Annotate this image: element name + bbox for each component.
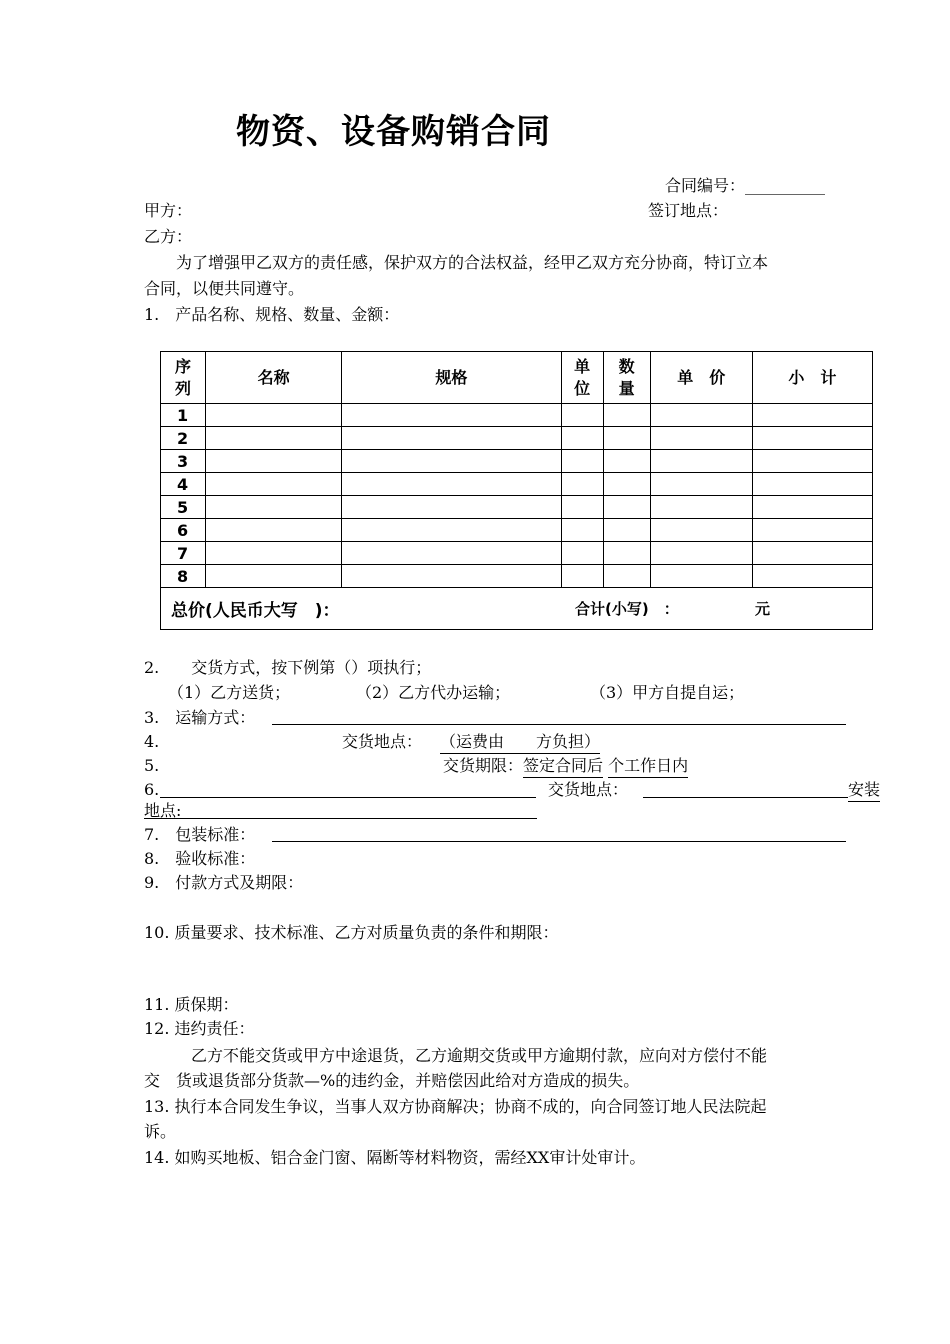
clause-3: 3. 运输方式：	[144, 708, 256, 727]
cell-unit[interactable]	[561, 565, 603, 588]
cell-unit[interactable]	[561, 427, 603, 450]
clause-4	[342, 731, 600, 754]
col-header-quantity: 数 量	[603, 352, 650, 404]
clause-6-blank[interactable]	[160, 797, 536, 798]
table-row	[161, 473, 873, 496]
cell-name[interactable]	[206, 427, 342, 450]
contract-number-blank[interactable]: __________	[745, 176, 826, 195]
cell-name[interactable]	[206, 542, 342, 565]
table-row	[161, 427, 873, 450]
clause-8: 8. 验收标准：	[144, 849, 256, 868]
install-label-a: 安装	[848, 779, 880, 802]
clause-1: 1. 产品名称、规格、数量、金额：	[144, 305, 400, 324]
cell-unit[interactable]	[561, 542, 603, 565]
transport-blank[interactable]	[272, 724, 846, 725]
total-cell	[161, 588, 873, 630]
cell-unit[interactable]	[561, 404, 603, 427]
row-index: 2	[161, 427, 206, 450]
delivery-option-1: （1）乙方送货；	[168, 683, 291, 702]
install-label-b: 地点:	[144, 801, 182, 820]
subtotal-label: 合计(小写) ：	[575, 600, 679, 618]
clause-6-delivery-label: 交货地点：	[548, 780, 629, 799]
cell-name[interactable]	[206, 450, 342, 473]
party-a-label: 甲方：	[144, 201, 193, 220]
document-title: 物资、设备购销合同	[236, 112, 551, 152]
cell-spec[interactable]	[342, 427, 561, 450]
cell-subtotal[interactable]	[752, 450, 872, 473]
deadline-value-1[interactable]: 签定合同后	[523, 755, 603, 778]
table-row	[161, 542, 873, 565]
table-row	[161, 496, 873, 519]
clause-13-line-1: 13. 执行本合同发生争议，当事人双方协商解决；协商不成的，向合同签订地人民法院起	[144, 1097, 767, 1116]
clause-11: 11. 质保期：	[144, 995, 239, 1014]
cell-spec[interactable]	[342, 450, 561, 473]
freight-note[interactable]: （运费由 方负担）	[440, 731, 600, 754]
intro-line-2: 合同，以便共同遵守。	[144, 279, 305, 298]
clause-5-number: 5.	[144, 756, 160, 775]
yuan-label: 元	[755, 600, 771, 618]
cell-quantity[interactable]	[603, 565, 650, 588]
contract-number	[665, 175, 825, 197]
col-header-unit: 单 位	[561, 352, 603, 404]
cell-unit-price[interactable]	[650, 519, 752, 542]
cell-unit-price[interactable]	[650, 542, 752, 565]
cell-quantity[interactable]	[603, 427, 650, 450]
clause-12: 12. 违约责任：	[144, 1019, 255, 1038]
cell-unit[interactable]	[561, 473, 603, 496]
cell-name[interactable]	[206, 496, 342, 519]
clause-9: 9. 付款方式及期限：	[144, 873, 304, 892]
col-header-index: 序 列	[161, 352, 206, 404]
row-index: 4	[161, 473, 206, 496]
product-table	[160, 351, 873, 630]
cell-quantity[interactable]	[603, 542, 650, 565]
clause-6-number: 6.	[144, 780, 160, 799]
row-index: 6	[161, 519, 206, 542]
clause-2: 2. 交货方式，按下例第（）项执行；	[144, 658, 432, 677]
cell-subtotal[interactable]	[752, 473, 872, 496]
cell-name[interactable]	[206, 404, 342, 427]
table-row	[161, 450, 873, 473]
cell-unit-price[interactable]	[650, 427, 752, 450]
cell-subtotal[interactable]	[752, 565, 872, 588]
table-row	[161, 519, 873, 542]
cell-subtotal[interactable]	[752, 404, 872, 427]
cell-name[interactable]	[206, 565, 342, 588]
row-index: 5	[161, 496, 206, 519]
cell-spec[interactable]	[342, 496, 561, 519]
cell-spec[interactable]	[342, 542, 561, 565]
cell-spec[interactable]	[342, 404, 561, 427]
row-index: 7	[161, 542, 206, 565]
breach-line-1: 乙方不能交货或甲方中途退货，乙方逾期交货或甲方逾期付款，应向对方偿付不能	[191, 1046, 768, 1065]
cell-quantity[interactable]	[603, 496, 650, 519]
cell-unit-price[interactable]	[650, 450, 752, 473]
table-header-row	[161, 352, 873, 404]
cell-unit-price[interactable]	[650, 404, 752, 427]
clause-14: 14. 如购买地板、铝合金门窗、隔断等材料物资，需经XX审计处审计。	[144, 1148, 646, 1167]
cell-quantity[interactable]	[603, 473, 650, 496]
clause-6-delivery-blank[interactable]	[643, 797, 848, 798]
cell-name[interactable]	[206, 519, 342, 542]
contract-number-label: 合同编号：	[665, 176, 746, 195]
cell-unit-price[interactable]	[650, 496, 752, 519]
col-header-name: 名称	[206, 352, 342, 404]
cell-quantity[interactable]	[603, 519, 650, 542]
col-header-spec: 规格	[342, 352, 561, 404]
install-place-blank[interactable]	[144, 818, 537, 819]
cell-subtotal[interactable]	[752, 427, 872, 450]
col-header-subtotal: 小 计	[752, 352, 872, 404]
delivery-deadline-label: 交货期限：	[443, 756, 524, 775]
cell-subtotal[interactable]	[752, 542, 872, 565]
delivery-option-3: （3）甲方自提自运；	[590, 683, 745, 702]
cell-spec[interactable]	[342, 519, 561, 542]
cell-name[interactable]	[206, 473, 342, 496]
clause-13-line-2: 诉。	[144, 1122, 177, 1141]
table-total-row	[161, 588, 873, 630]
row-index: 8	[161, 565, 206, 588]
table-row	[161, 565, 873, 588]
total-price-label: 总价(人民币大写 )：	[171, 601, 340, 621]
col-header-unit-price: 单 价	[650, 352, 752, 404]
cell-subtotal[interactable]	[752, 519, 872, 542]
cell-spec[interactable]	[342, 565, 561, 588]
breach-line-2: 交 货或退货部分货款—%的违约金，并赔偿因此给对方造成的损失。	[144, 1071, 640, 1090]
cell-unit[interactable]	[561, 450, 603, 473]
clause-10: 10. 质量要求、技术标准、乙方对质量负责的条件和期限：	[144, 923, 559, 942]
intro-line-1: 为了增强甲乙双方的责任感，保护双方的合法权益，经甲乙双方充分协商，特订立本	[176, 253, 769, 272]
cell-subtotal[interactable]	[752, 496, 872, 519]
cell-unit[interactable]	[561, 519, 603, 542]
deadline-value-2[interactable]: 个工作日内	[608, 755, 688, 778]
row-index: 3	[161, 450, 206, 473]
cell-quantity[interactable]	[603, 450, 650, 473]
table-row	[161, 404, 873, 427]
clause-7: 7. 包装标准：	[144, 825, 256, 844]
cell-spec[interactable]	[342, 473, 561, 496]
cell-unit[interactable]	[561, 496, 603, 519]
party-b-label: 乙方：	[144, 227, 193, 246]
cell-unit-price[interactable]	[650, 473, 752, 496]
cell-quantity[interactable]	[603, 404, 650, 427]
cell-unit-price[interactable]	[650, 565, 752, 588]
delivery-place-label: 交货地点：	[342, 732, 423, 751]
delivery-option-2: （2）乙方代办运输；	[356, 683, 511, 702]
clause-4-number: 4.	[144, 732, 160, 751]
clause-5	[443, 755, 688, 778]
sign-place-label: 签订地点：	[648, 201, 729, 220]
packaging-blank[interactable]	[272, 841, 846, 842]
row-index: 1	[161, 404, 206, 427]
